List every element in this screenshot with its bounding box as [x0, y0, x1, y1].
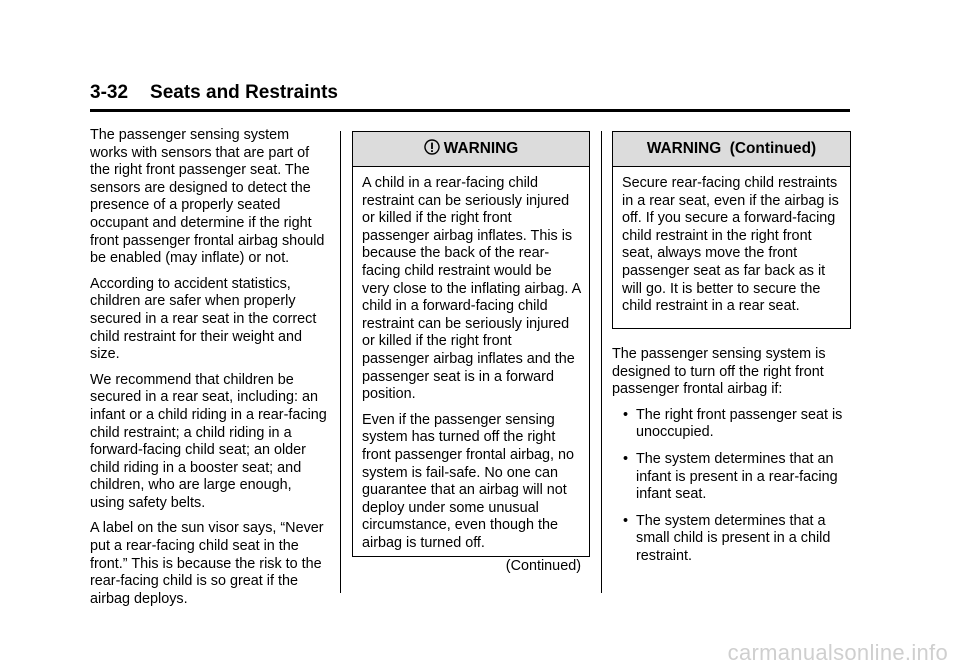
- list-item: • The right front passenger seat is unoccupied.: [623, 406, 843, 441]
- bullet-list: [612, 407, 852, 566]
- warning-body: [613, 167, 850, 332]
- paragraph: We recommend that children be secured in a rear seat, including: an infant or a child riding in a rear-facing child restraint; a child riding in a forward-facing child seat; an older child riding in a booster seat; and children, who are large enough, using safety belts.: [90, 371, 327, 511]
- warning-paragraph: Secure rear-facing child restraints in a rear seat, even if the airbag is off. If you secure a forward-facing child restraint in the right front seat, always move the front passenger seat as far back as it will go. It is better to secure the child restraint in a rear seat.: [622, 175, 839, 315]
- bullet-icon: •: [623, 450, 629, 467]
- paragraph: The passenger sensing system is designed to turn off the right front passenger frontal airbag if:: [612, 346, 826, 398]
- warning-paragraph: A child in a rear-facing child restraint can be seriously injured or killed if the right front passenger airbag inflates. This is because the back of the rear-facing child restraint would be very close to the inflating airbag. A child in a forward-facing child restraint can be seriously injured or killed if the right front passenger airbag inflates and the passenger seat is in a forward position.: [362, 175, 581, 403]
- page-header: [90, 82, 850, 112]
- warning-box: [352, 131, 590, 575]
- paragraph: The passenger sensing system works with sensors that are part of the right front passenger seat. The sensors are designed to detect the presence of a properly seated occupant and determine if the right front passenger frontal airbag should be enabled (may inflate) or not.: [90, 127, 325, 267]
- section-title: Seats and Restraints: [150, 82, 338, 103]
- column-divider: [340, 131, 341, 593]
- paragraph: A label on the sun visor says, “Never put a rear-facing child seat in the front.” This is because the risk to the rear-facing child is so great if the airbag deploys.: [90, 520, 324, 607]
- header-rule: [90, 109, 850, 112]
- watermark: carmanualsonline.info: [727, 640, 948, 665]
- header-title: [90, 82, 850, 109]
- bullet-icon: •: [623, 512, 629, 529]
- warning-paragraph: Even if the passenger sensing system has turned off the right front passenger frontal airbag, no system is fail-safe. No one can guarantee that an airbag will not deploy under some unusual circumstance, even though the airbag is turned off.: [362, 411, 574, 551]
- warning-header: [353, 132, 589, 167]
- page-number: 3-32: [90, 82, 129, 103]
- column-3: [612, 346, 852, 575]
- column-divider: [601, 131, 602, 593]
- warning-body: [353, 167, 589, 584]
- list-item: • The system determines that an infant is present in a rear-facing infant seat.: [623, 450, 838, 503]
- warning-title: WARNING: [443, 140, 519, 157]
- list-item: • The system determines that a small child is present in a child restraint.: [623, 512, 831, 564]
- paragraph: According to accident statistics, children are safer when properly secured in a rear seat in the correct child restraint for their weight and size.: [90, 275, 317, 363]
- warning-continued-box: [612, 131, 851, 329]
- warning-icon: [424, 134, 440, 168]
- column-1: [90, 127, 328, 616]
- bullet-icon: •: [623, 406, 629, 423]
- warning-header: WARNING (Continued): [613, 132, 850, 167]
- continued-label: (Continued): [505, 558, 581, 575]
